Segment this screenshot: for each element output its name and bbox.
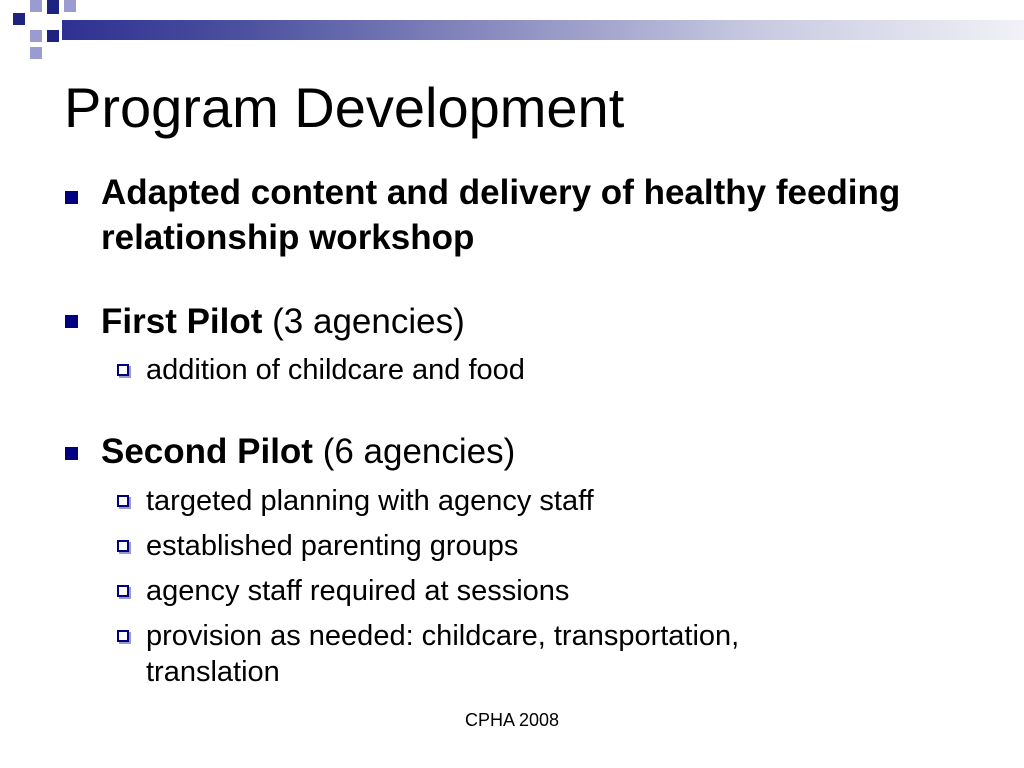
square-bullet-icon: [65, 191, 78, 204]
deco-square-light: [30, 47, 42, 59]
square-bullet-icon: [65, 315, 78, 328]
deco-square-dark: [13, 13, 25, 25]
header-decoration: [0, 0, 1024, 80]
header-gradient-bar: [62, 20, 1024, 40]
deco-square-light: [30, 30, 42, 42]
hollow-square-bullet-icon: [117, 630, 129, 642]
bullet-bold-text: Second Pilot: [101, 432, 313, 471]
square-bullet-icon: [65, 447, 78, 460]
sub-bullet-text: established parenting groups: [146, 530, 519, 562]
bullet-text: [101, 299, 921, 344]
deco-square-dark: [47, 0, 59, 14]
sub-bullet-text: agency staff required at sessions: [146, 575, 570, 607]
bullet-text: [101, 429, 921, 474]
bullet-bold-text: First Pilot: [101, 302, 263, 341]
slide-footer: CPHA 2008: [464, 710, 560, 730]
bullet-rest-text: (6 agencies): [312, 432, 516, 471]
hollow-square-bullet-icon: [117, 364, 129, 376]
deco-square-light: [64, 0, 76, 12]
bullet-text: [101, 170, 921, 260]
sub-bullet-text: provision as needed: childcare, transportation, translation: [146, 620, 740, 688]
hollow-square-bullet-icon: [117, 495, 129, 507]
bullet-bold-text: Adapted content and delivery of healthy feeding relationship workshop: [101, 173, 901, 257]
hollow-square-bullet-icon: [117, 585, 129, 597]
sub-bullet-text: targeted planning with agency staff: [146, 485, 594, 517]
slide-title: Program Development: [64, 76, 625, 139]
deco-square-dark: [47, 30, 59, 42]
sub-bullet-text: addition of childcare and food: [146, 354, 525, 386]
bullet-rest-text: (3 agencies): [262, 302, 465, 341]
hollow-square-bullet-icon: [117, 540, 129, 552]
deco-square-light: [30, 0, 42, 12]
